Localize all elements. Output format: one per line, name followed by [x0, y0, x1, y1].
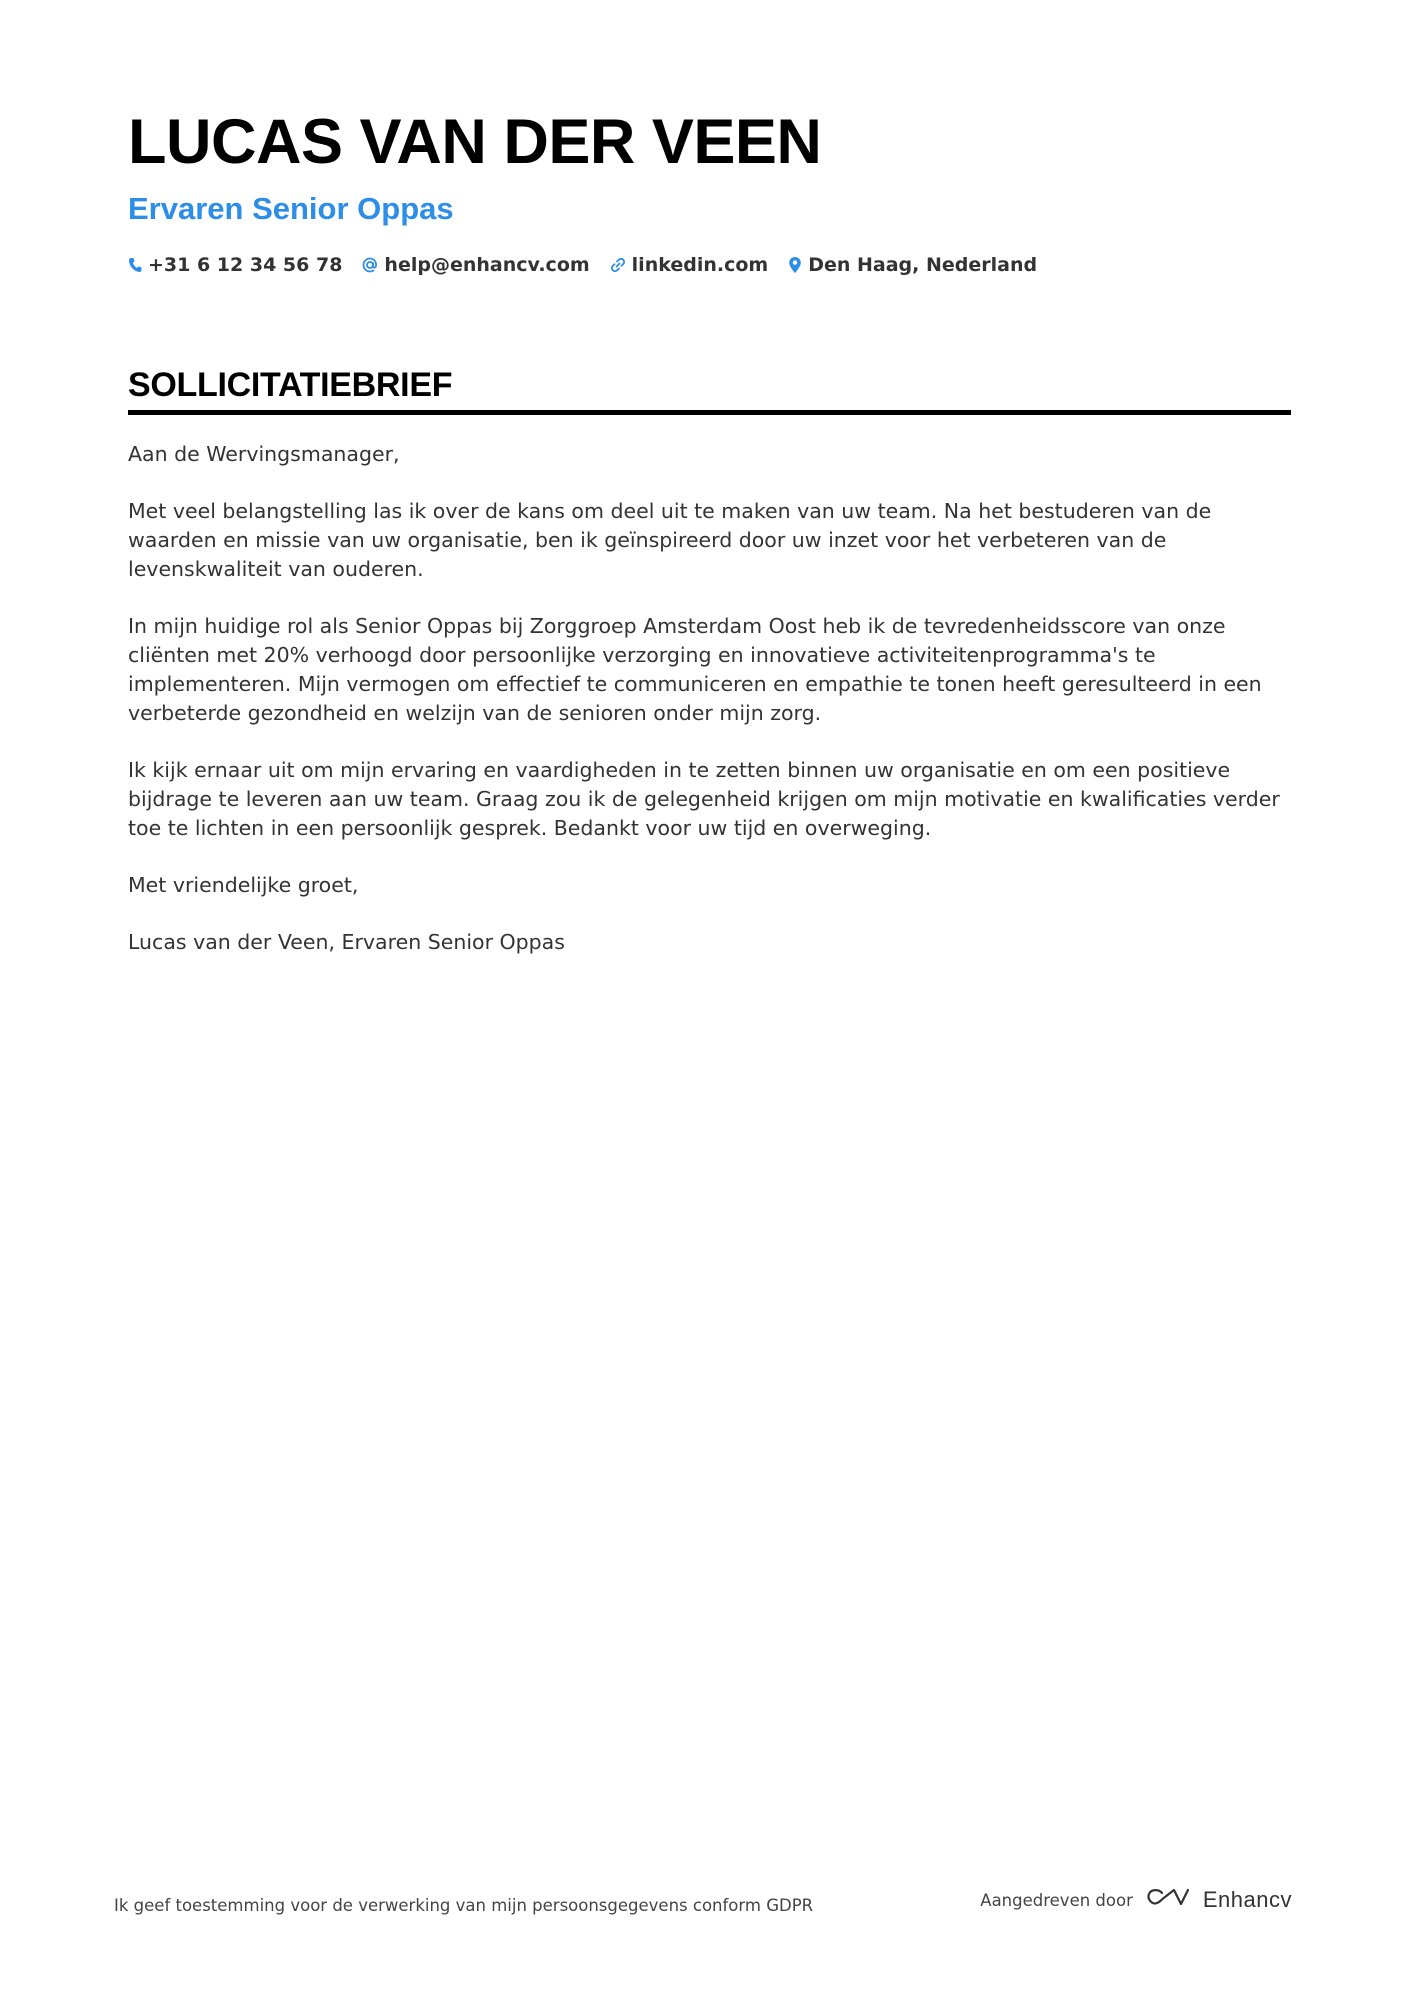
- phone-icon: [128, 257, 142, 273]
- location-pin-icon: [788, 256, 802, 274]
- candidate-name: LUCAS VAN DER VEEN: [128, 107, 822, 177]
- letter-body: [128, 440, 1298, 985]
- brand: [1145, 1886, 1292, 1914]
- letter-signature: Lucas van der Veen, Ervaren Senior Oppas: [128, 930, 565, 954]
- contact-bar: [128, 254, 1037, 276]
- at-icon: [362, 257, 378, 273]
- contact-location: [788, 254, 1037, 276]
- powered-by[interactable]: [980, 1886, 1292, 1914]
- contact-email[interactable]: [362, 254, 589, 276]
- contact-email-text: help@enhancv.com: [384, 254, 590, 276]
- letter-paragraph: Ik kijk ernaar uit om mijn ervaring en vaardigheden in te zetten binnen uw organisatie en om een positieve bijdrage te leveren aan uw team. Graag zou ik de gelegenheid krijgen om mijn motivatie en kwalificaties verder toe te lichten in een persoonlijk gesprek. Bedankt voor uw tijd en overweging.: [128, 758, 1280, 840]
- letter-salutation: Aan de Wervingsmanager,: [128, 442, 400, 466]
- enhancv-logo-icon: [1145, 1886, 1191, 1914]
- brand-name: Enhancv: [1202, 1887, 1292, 1912]
- contact-linkedin-text: linkedin.com: [631, 254, 769, 276]
- letter-closing: Met vriendelijke groet,: [128, 873, 359, 897]
- section-divider: [128, 410, 1291, 415]
- contact-phone-text: +31 6 12 34 56 78: [148, 254, 343, 276]
- letter-paragraph: In mijn huidige rol als Senior Oppas bij Zorggroep Amsterdam Oost heb ik de tevredenheidsscore van onze cliënten met 20% verhoogd door persoonlijke verzorging en innovatieve activiteitenprogramma's te implementeren. Mijn vermogen om effectief te communiceren en empathie te tonen heeft geresulteerd in een verbeterde gezondheid en welzijn van de senioren onder mijn zorg.: [128, 614, 1262, 725]
- link-icon: [610, 257, 626, 273]
- contact-location-text: Den Haag, Nederland: [808, 254, 1038, 276]
- contact-phone: [128, 254, 342, 276]
- letter-paragraph: Met veel belangstelling las ik over de kans om deel uit te maken van uw team. Na het bestuderen van de waarden en missie van uw organisatie, ben ik geïnspireerd door uw inzet voor het verbeteren van de levenskwaliteit van ouderen.: [128, 499, 1212, 581]
- powered-by-label: Aangedreven door: [980, 1890, 1133, 1910]
- gdpr-consent: Ik geef toestemming voor de verwerking van mijn persoonsgegevens conform GDPR: [114, 1896, 814, 1915]
- contact-linkedin[interactable]: [610, 254, 769, 276]
- section-title: SOLLICITATIEBRIEF: [128, 366, 453, 404]
- candidate-role: Ervaren Senior Oppas: [128, 191, 454, 226]
